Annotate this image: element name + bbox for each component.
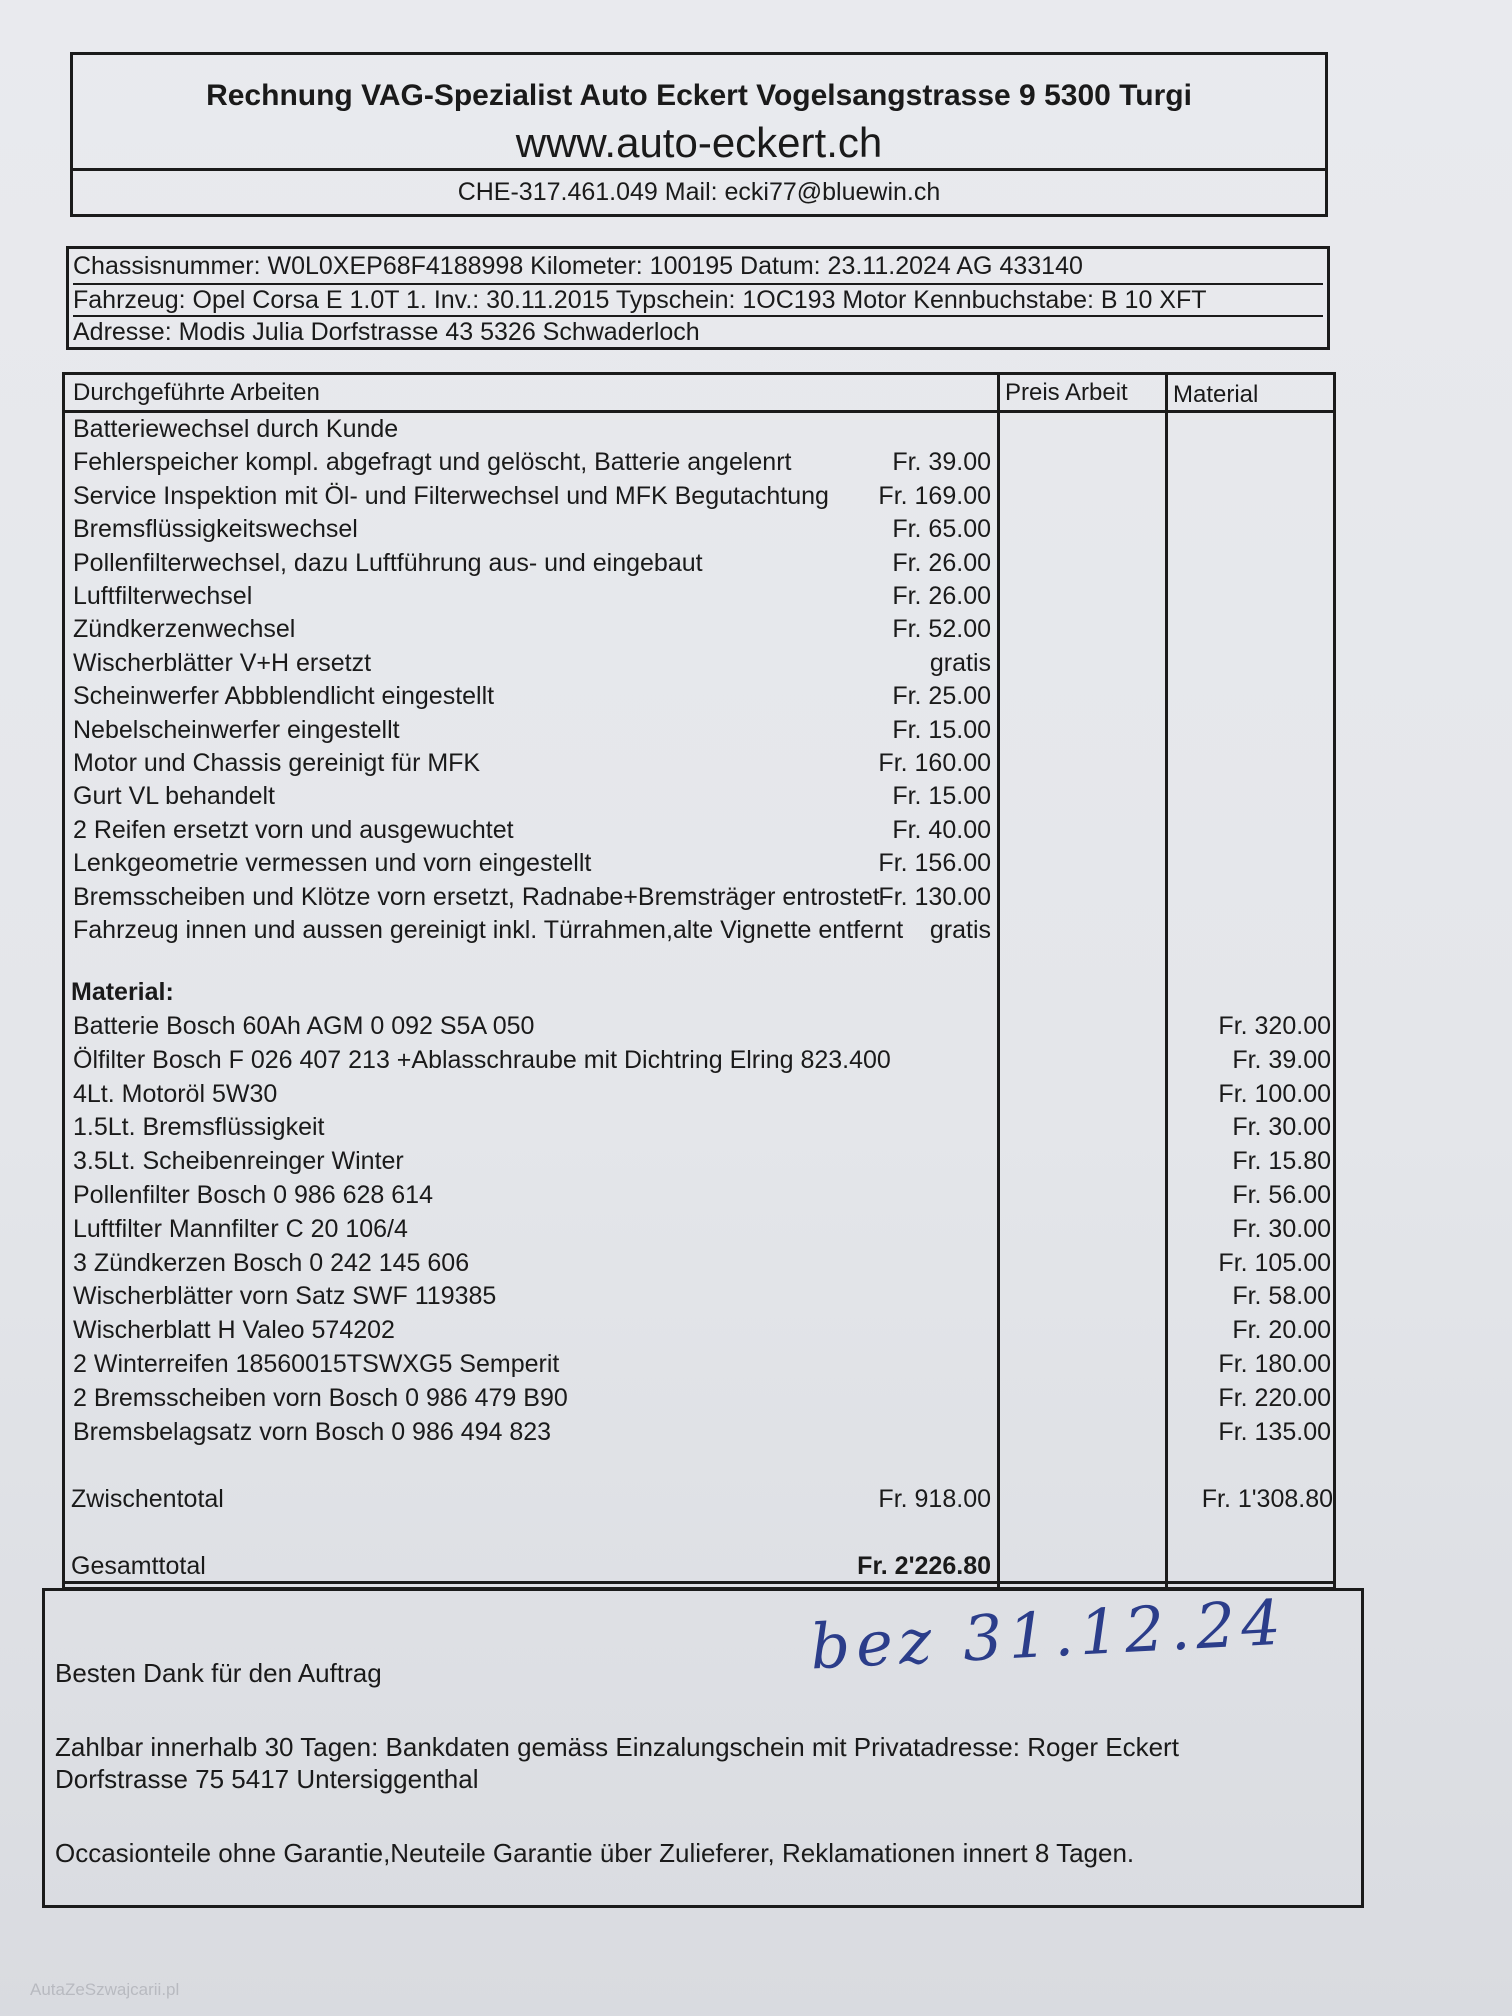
company-header <box>70 52 1328 217</box>
material-item-price: Fr. 135.00 <box>1218 1417 1331 1446</box>
material-item-price: Fr. 30.00 <box>1232 1214 1331 1243</box>
work-item-row <box>65 480 1333 513</box>
work-item-price: Fr. 52.00 <box>892 615 991 644</box>
vehicle-address-line: Adresse: Modis Julia Dorfstrasse 43 5326 Schwaderloch <box>73 315 1323 347</box>
vehicle-info <box>66 246 1330 350</box>
work-item-row <box>65 513 1333 546</box>
col-header-material: Material <box>1173 381 1259 408</box>
work-item-description: Fahrzeug innen und aussen gereinigt inkl. Türrahmen,alte Vignette entfernt <box>73 916 904 944</box>
work-item-price: Fr. 15.00 <box>892 782 991 811</box>
material-item-row <box>65 1044 1333 1077</box>
work-item-price: Fr. 26.00 <box>892 582 991 610</box>
work-item-price: Fr. 26.00 <box>892 548 991 577</box>
work-item-row <box>65 847 1333 880</box>
work-item-row <box>65 780 1333 813</box>
work-item-price: Fr. 39.00 <box>892 448 991 477</box>
material-item-row <box>65 1280 1333 1313</box>
subtotal-row <box>65 1483 1333 1516</box>
material-item-row <box>65 1145 1333 1178</box>
vehicle-chassis-line: Chassisnummer: W0L0XEP68F4188998 Kilometer: 100195 Datum: 23.11.2024 AG 433140 <box>73 252 1083 280</box>
subtotal-material-value: Fr. 1'308.80 <box>1201 1485 1333 1513</box>
material-item-description: 4Lt. Motoröl 5W30 <box>73 1079 278 1108</box>
material-item-price: Fr. 180.00 <box>1218 1350 1331 1378</box>
material-heading: Material: <box>71 978 174 1006</box>
vehicle-model-line: Fahrzeug: Opel Corsa E 1.0T 1. Inv.: 30.11.2015 Typschein: 1OC193 Motor Kennbuchstabe: B 10 XFT <box>73 283 1323 315</box>
work-item-row <box>65 881 1333 914</box>
warranty-text: Occasionteile ohne Garantie,Neuteile Garantie über Zulieferer, Reklamationen innert 8 Tagen. <box>55 1838 1135 1868</box>
col-header-price: Preis Arbeit <box>1005 379 1128 406</box>
work-item-price: Fr. 160.00 <box>878 749 991 777</box>
material-item-description: Batterie Bosch 60Ah AGM 0 092 S5A 050 <box>73 1012 535 1040</box>
material-item-price: Fr. 39.00 <box>1232 1045 1331 1074</box>
material-item-price: Fr. 20.00 <box>1232 1316 1331 1345</box>
material-item-description: Wischerblatt H Valeo 574202 <box>73 1316 395 1345</box>
work-item-description: Scheinwerfer Abbblendlicht eingestellt <box>73 682 495 711</box>
work-item-price: Fr. 156.00 <box>878 849 991 878</box>
material-item-row <box>65 1213 1333 1246</box>
header-divider <box>73 168 1325 171</box>
work-item-description: Zündkerzenwechsel <box>73 615 296 644</box>
work-item-row <box>65 580 1333 613</box>
work-item-row <box>65 680 1333 713</box>
material-item-row <box>65 1111 1333 1144</box>
work-item-price: Fr. 25.00 <box>892 682 991 711</box>
work-item-description: Motor und Chassis gereinigt für MFK <box>73 749 481 777</box>
work-item-description: Pollenfilterwechsel, dazu Luftführung aus- und eingebaut <box>73 548 703 577</box>
material-item-row <box>65 1314 1333 1347</box>
material-item-description: Luftfilter Mannfilter C 20 106/4 <box>73 1214 408 1243</box>
company-uid-mail: CHE-317.461.049 Mail: ecki77@bluewin.ch <box>457 178 941 206</box>
material-item-row <box>65 1247 1333 1280</box>
material-item-price: Fr. 58.00 <box>1232 1282 1331 1311</box>
material-item-row <box>65 1382 1333 1415</box>
material-item-description: 2 Bremsscheiben vorn Bosch 0 986 479 B90 <box>73 1383 568 1412</box>
total-row <box>65 1550 1333 1583</box>
material-item-price: Fr. 56.00 <box>1232 1181 1331 1209</box>
work-item-row <box>65 613 1333 646</box>
work-item-description: Fehlerspeicher kompl. abgefragt und gelöscht, Batterie angelenrt <box>73 448 792 477</box>
work-item-price: Fr. 40.00 <box>892 815 991 844</box>
company-title: Rechnung VAG-Spezialist Auto Eckert Vogelsangstrasse 9 5300 Turgi <box>206 79 1192 112</box>
material-item-row <box>65 1010 1333 1043</box>
material-item-description: 3 Zündkerzen Bosch 0 242 145 606 <box>73 1248 470 1277</box>
material-item-row <box>65 1348 1333 1381</box>
work-item-price: gratis <box>929 648 991 677</box>
payment-terms-line2: Dorfstrasse 75 5417 Untersiggenthal <box>55 1764 479 1794</box>
col-header-work: Durchgeführte Arbeiten <box>73 379 320 406</box>
work-item-description: Bremsscheiben und Klötze vorn ersetzt, Radnabe+Bremsträger entrostet <box>73 882 880 911</box>
material-item-description: Bremsbelagsatz vorn Bosch 0 986 494 823 <box>73 1417 552 1446</box>
work-item-description: Batteriewechsel durch Kunde <box>73 415 399 443</box>
material-item-price: Fr. 15.80 <box>1232 1147 1331 1176</box>
material-item-row <box>65 1179 1333 1212</box>
material-item-price: Fr. 220.00 <box>1218 1383 1331 1412</box>
material-item-description: Ölfilter Bosch F 026 407 213 +Ablasschraube mit Dichtring Elring 823.400 <box>73 1045 891 1074</box>
watermark-text: AutaZeSzwajcarii.pl <box>30 1980 180 1999</box>
work-item-description: Bremsflüssigkeitswechsel <box>73 515 358 544</box>
material-item-price: Fr. 105.00 <box>1218 1248 1331 1277</box>
material-item-description: 3.5Lt. Scheibenreinger Winter <box>73 1147 404 1176</box>
subtotal-work-value: Fr. 918.00 <box>878 1485 991 1513</box>
work-item-row <box>65 547 1333 580</box>
work-item-description: Service Inspektion mit Öl- und Filterwechsel und MFK Begutachtung <box>73 481 829 510</box>
work-item-price: Fr. 15.00 <box>892 715 991 744</box>
work-item-row <box>65 814 1333 847</box>
material-item-description: Wischerblätter vorn Satz SWF 119385 <box>73 1282 497 1311</box>
work-item-row <box>65 747 1333 780</box>
material-item-description: 1.5Lt. Bremsflüssigkeit <box>73 1113 325 1142</box>
material-item-description: 2 Winterreifen 18560015TSWXG5 Semperit <box>73 1350 560 1378</box>
work-item-row <box>65 714 1333 747</box>
handwritten-paid-note: bez 31.12.24 <box>808 1585 1289 1684</box>
material-item-row <box>65 1078 1333 1111</box>
work-item-price: Fr. 130.00 <box>878 882 991 911</box>
material-item-price: Fr. 100.00 <box>1218 1079 1331 1108</box>
work-item-price: Fr. 65.00 <box>892 515 991 544</box>
work-item-description: Gurt VL behandelt <box>73 782 275 811</box>
work-item-description: Wischerblätter V+H ersetzt <box>73 648 372 677</box>
total-value: Fr. 2'226.80 <box>857 1552 991 1580</box>
work-item-row <box>65 647 1333 680</box>
company-website: www.auto-eckert.ch <box>515 119 883 166</box>
work-item-description: Lenkgeometrie vermessen und vorn eingestellt <box>73 849 592 878</box>
work-item-description: Luftfilterwechsel <box>73 582 253 610</box>
material-item-price: Fr. 320.00 <box>1218 1012 1331 1040</box>
material-item-price: Fr. 30.00 <box>1232 1113 1331 1142</box>
invoice-table <box>62 372 1336 1590</box>
subtotal-label: Zwischentotal <box>71 1485 224 1513</box>
work-item-description: 2 Reifen ersetzt vorn und ausgewuchtet <box>73 815 514 844</box>
thanks-text: Besten Dank für den Auftrag <box>55 1658 382 1688</box>
material-item-row <box>65 1416 1333 1449</box>
work-item-row <box>65 413 1333 446</box>
work-item-description: Nebelscheinwerfer eingestellt <box>73 715 400 744</box>
work-item-price: gratis <box>929 916 991 944</box>
work-item-price: Fr. 169.00 <box>878 481 991 510</box>
material-item-description: Pollenfilter Bosch 0 986 628 614 <box>73 1181 433 1209</box>
total-label: Gesamttotal <box>71 1552 206 1580</box>
payment-terms-line1: Zahlbar innerhalb 30 Tagen: Bankdaten gemäss Einzalungschein mit Privatadresse: Roger Eckert <box>55 1732 1179 1762</box>
work-item-row <box>65 914 1333 947</box>
work-item-row <box>65 446 1333 479</box>
